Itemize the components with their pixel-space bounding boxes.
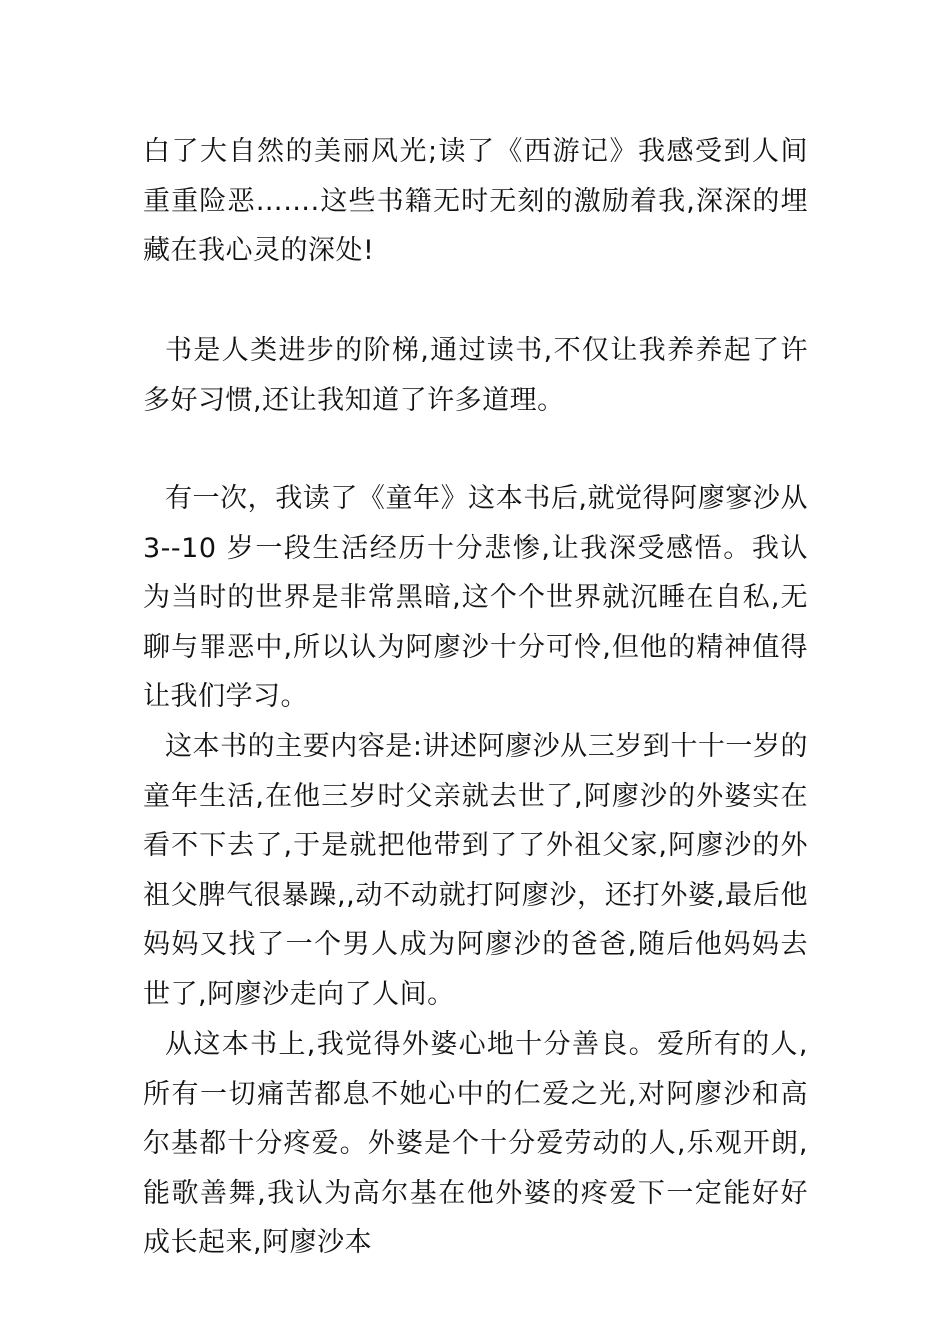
- paragraph-1: 白了大自然的美丽风光;读了《西游记》我感受到人间重重险恶…….这些书籍无时无刻的激励着我,深深的埋藏在我心灵的深处!: [143, 136, 808, 266]
- paragraph-5: 从这本书上,我觉得外婆心地十分善良。爱所有的人,所有一切痛苦都息不她心中的仁爱之光,对阿廖沙和高尔基都十分疼爱。外婆是个十分爱劳动的人,乐观开朗,能歌善舞,我认为高尔基在他外婆的疼爱下一定能好好成长起来,阿廖沙本: [143, 1029, 808, 1258]
- paragraph-4: 这本书的主要内容是:讲述阿廖沙从三岁到十十一岁的童年生活,在他三岁时父亲就去世了,阿廖沙的外婆实在看不下去了,于是就把他带到了了外祖父家,阿廖沙的外祖父脾气很暴躁,,动不动就打阿廖沙，还打外婆,最后他妈妈又找了一个男人成为阿廖沙的爸爸,随后他妈妈去世了,阿廖沙走向了人间。: [143, 731, 808, 1010]
- paragraph-2: 书是人类进步的阶梯,通过读书,不仅让我养养起了许多好习惯,还让我知道了许多道理。: [143, 335, 808, 416]
- paragraph-3: 有一次，我读了《童年》这本书后,就觉得阿廖寥沙从 3--10 岁一段生活经历十分悲惨,让我深受感悟。我认为当时的世界是非常黑暗,这个个世界就沉睡在自私,无聊与罪恶中,所以认为阿廖沙十分可怜,但他的精神值得让我们学习。: [143, 483, 808, 712]
